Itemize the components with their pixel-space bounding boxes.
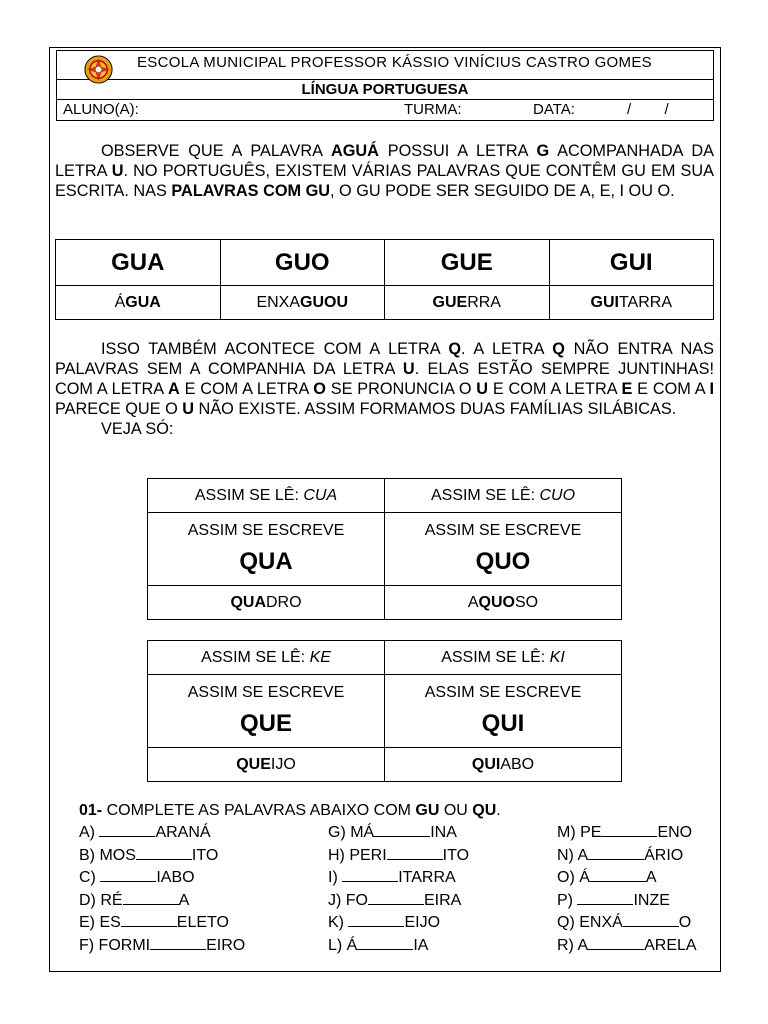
exercise-item: Q) ENXÁ O xyxy=(557,914,692,932)
read-cell-ki: ASSIM SE LÊ: KI xyxy=(385,641,622,675)
answer-blank[interactable] xyxy=(123,890,179,905)
qu-table-1 xyxy=(147,478,622,620)
gu-header-guo: GUO xyxy=(220,240,385,286)
answer-blank[interactable] xyxy=(588,845,644,860)
exercise-item: L) Á IA xyxy=(328,937,429,954)
answer-blank[interactable] xyxy=(348,912,404,927)
answer-blank[interactable] xyxy=(342,867,398,882)
student-label: ALUNO(A): xyxy=(63,101,139,118)
gu-word-agua: ÁGUA xyxy=(56,286,221,320)
subject-title: LÍNGUA PORTUGUESA xyxy=(57,80,713,100)
exercise-item: P) INZE xyxy=(557,891,670,909)
qu-paragraph: ISSO TAMBÉM ACONTECE COM A LETRA Q. A LETRA Q NÃO ENTRA NAS PALAVRAS SEM A COMPANHIA DA LETRA U. ELAS ESTÃO SEMPRE JUNTINHAS! COM A LETRA A E COM A LETRA O SE PRONUNCIA O U E COM A LETRA E E COM A I PARECE QUE O U NÃO EXISTE. ASSIM FORMAMOS DUAS FAMÍLIAS SILÁBICAS. VEJA SÓ: xyxy=(55,340,715,438)
answer-blank[interactable] xyxy=(601,822,657,837)
gu-table xyxy=(55,239,714,320)
date-label: DATA: xyxy=(533,101,575,118)
intro-paragraph: OBSERVE QUE A PALAVRA AGUÁ POSSUI A LETRA G ACOMPANHADA DA LETRA U. NO PORTUGUÊS, EXISTEM VÁRIAS PALAVRAS QUE CONTÊM GU EM SUA ESCRITA. NAS PALAVRAS COM GU, O GU PODE SER SEGUIDO DE A, E, I OU O. xyxy=(55,142,715,200)
write-cell-qui: ASSIM SE ESCREVE QUI xyxy=(385,675,622,748)
exercise-item: A) ARANÁ xyxy=(79,824,211,841)
exercise-item: N) A ÁRIO xyxy=(557,846,684,864)
answer-blank[interactable] xyxy=(99,822,155,837)
exercise-item: G) MÁ INA xyxy=(328,824,457,841)
gu-header-gui: GUI xyxy=(549,240,714,286)
veja-so: VEJA SÓ: xyxy=(101,420,174,438)
school-name: ESCOLA MUNICIPAL PROFESSOR KÁSSIO VINÍCIUS CASTRO GOMES xyxy=(137,54,652,71)
answer-blank[interactable] xyxy=(577,890,633,905)
exercise-item: M) PE ENO xyxy=(557,824,693,841)
write-cell-qua: ASSIM SE ESCREVE QUA xyxy=(148,513,385,586)
exercise-item: F) FORMI EIRO xyxy=(79,937,246,954)
worksheet-header xyxy=(56,50,714,121)
exercise-item: H) PERI ITO xyxy=(328,846,470,864)
answer-blank[interactable] xyxy=(590,867,646,882)
answer-blank[interactable] xyxy=(387,845,443,860)
word-cell-queijo: QUEIJO xyxy=(148,748,385,782)
answer-blank[interactable] xyxy=(588,935,644,950)
read-cell-cua: ASSIM SE LÊ: CUA xyxy=(148,479,385,513)
answer-blank[interactable] xyxy=(374,822,430,837)
answer-blank[interactable] xyxy=(121,912,177,927)
answer-blank[interactable] xyxy=(623,912,679,927)
gu-header-gue: GUE xyxy=(385,240,550,286)
exercise-item: K) EIJO xyxy=(328,914,441,932)
word-cell-quiabo: QUIABO xyxy=(385,748,622,782)
exercise-item: I) ITARRA xyxy=(328,869,456,887)
exercise-item: D) RÉ A xyxy=(79,891,190,909)
exercise-instruction: 01- COMPLETE AS PALAVRAS ABAIXO COM GU OU QU. xyxy=(79,802,501,819)
qu-table-2 xyxy=(147,640,622,782)
gu-word-enxaguou: ENXAGUOU xyxy=(220,286,385,320)
read-cell-cuo: ASSIM SE LÊ: CUO xyxy=(385,479,622,513)
exercise-item: B) MOS ITO xyxy=(79,846,219,864)
exercise-item: E) ES ELETO xyxy=(79,914,229,932)
exercise-item: C) IABO xyxy=(79,869,195,887)
date-slashes: / / xyxy=(627,101,669,118)
exercise-item: J) FO EIRA xyxy=(328,891,462,909)
answer-blank[interactable] xyxy=(368,890,424,905)
word-cell-quadro: QUADRO xyxy=(148,586,385,620)
gu-word-guitarra: GUITARRA xyxy=(549,286,714,320)
exercise-item: R) A ARELA xyxy=(557,937,697,954)
answer-blank[interactable] xyxy=(150,935,206,950)
answer-blank[interactable] xyxy=(100,867,156,882)
answer-blank[interactable] xyxy=(357,935,413,950)
gu-header-gua: GUA xyxy=(56,240,221,286)
class-label: TURMA: xyxy=(404,101,462,118)
school-row xyxy=(57,51,713,80)
exercise-item: O) Á A xyxy=(557,869,657,887)
gu-word-guerra: GUERRA xyxy=(385,286,550,320)
word-cell-aquoso: AQUOSO xyxy=(385,586,622,620)
write-cell-que: ASSIM SE ESCREVE QUE xyxy=(148,675,385,748)
student-info-row xyxy=(57,100,713,120)
answer-blank[interactable] xyxy=(136,845,192,860)
write-cell-quo: ASSIM SE ESCREVE QUO xyxy=(385,513,622,586)
read-cell-ke: ASSIM SE LÊ: KE xyxy=(148,641,385,675)
